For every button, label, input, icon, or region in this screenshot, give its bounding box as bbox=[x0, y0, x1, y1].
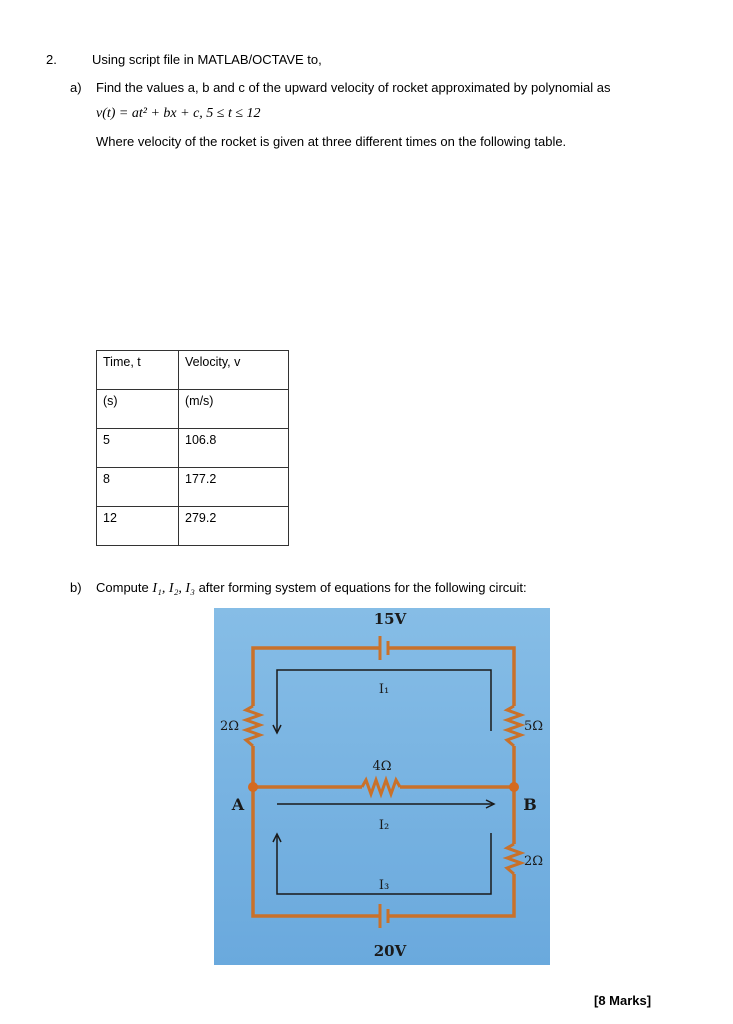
velocity-table bbox=[96, 350, 289, 546]
table-row bbox=[97, 468, 289, 507]
velocity-equation: v(t) = at² + bx + c, 5 ≤ t ≤ 12 bbox=[96, 106, 261, 121]
current-i3-label: I₃ bbox=[378, 878, 390, 893]
r-right-bottom-label: 2Ω bbox=[524, 854, 544, 869]
part-b-prefix: Compute bbox=[96, 580, 153, 595]
table-header-cell: Velocity, v bbox=[179, 351, 289, 390]
r-left-label: 2Ω bbox=[219, 719, 239, 734]
marks-label: [8 Marks] bbox=[594, 993, 652, 1008]
part-b-text bbox=[96, 580, 527, 597]
table-cell: 177.2 bbox=[179, 468, 289, 507]
table-unit-cell: (s) bbox=[97, 390, 179, 429]
question-number: 2. bbox=[46, 52, 57, 67]
table-cell: 5 bbox=[97, 429, 179, 468]
node-a-label: A bbox=[231, 795, 245, 814]
table-row bbox=[97, 429, 289, 468]
source-bottom-label: 20V bbox=[373, 942, 407, 960]
node-a-dot bbox=[248, 782, 258, 792]
table-unit-cell: (m/s) bbox=[179, 390, 289, 429]
node-b-label: B bbox=[523, 795, 537, 814]
circuit-diagram bbox=[214, 608, 550, 965]
part-b-suffix: after forming system of equations for the following circuit: bbox=[194, 580, 527, 595]
node-b-dot bbox=[509, 782, 519, 792]
table-row bbox=[97, 507, 289, 546]
source-top-label: 15V bbox=[373, 610, 407, 628]
table-cell: 8 bbox=[97, 468, 179, 507]
table-header-row bbox=[97, 351, 289, 390]
part-b-currents: I₁, I₂, I₃ bbox=[152, 581, 195, 596]
r-middle-label: 4Ω bbox=[372, 759, 392, 774]
question-intro: Using script file in MATLAB/OCTAVE to, bbox=[92, 52, 322, 67]
part-b-label: b) bbox=[70, 580, 82, 595]
current-i1-label: I₁ bbox=[378, 682, 390, 697]
table-cell: 106.8 bbox=[179, 429, 289, 468]
current-i2-label: I₂ bbox=[378, 818, 390, 833]
part-a-note: Where velocity of the rocket is given at three different times on the following table. bbox=[96, 134, 567, 149]
table-header-cell: Time, t bbox=[97, 351, 179, 390]
table-cell: 279.2 bbox=[179, 507, 289, 546]
part-a-text: Find the values a, b and c of the upward velocity of rocket approximated by polynomial as bbox=[96, 80, 611, 95]
table-cell: 12 bbox=[97, 507, 179, 546]
r-right-top-label: 5Ω bbox=[524, 719, 544, 734]
part-a-label: a) bbox=[70, 80, 82, 95]
table-units-row bbox=[97, 390, 289, 429]
